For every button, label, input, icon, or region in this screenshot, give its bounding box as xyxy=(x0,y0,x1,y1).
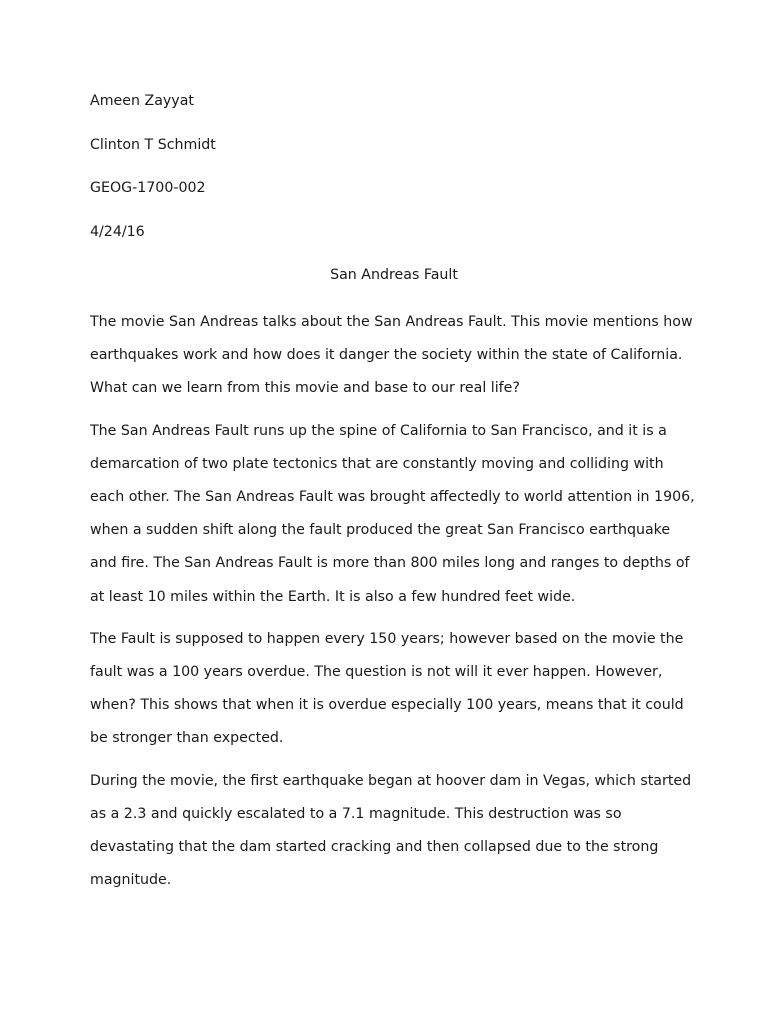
student-name: Ameen Zayyat xyxy=(90,93,194,109)
paragraph-overdue: The Fault is supposed to happen every 150 years; however based on the movie the fault was a 100 years overdue. The question is not will it ever happen. However, when? This shows that when it is overdue especially 100 years, means that it could be stronger than expected. xyxy=(90,630,684,747)
course-code: GEOG-1700-002 xyxy=(90,180,206,196)
paragraph-hoover-dam: During the movie, the first earthquake began at hoover dam in Vegas, which started as a 2.3 and quickly escalated to a 7.1 magnitude. This destruction was so devastating that the dam started cracking and then collapsed due to the strong magnitude. xyxy=(90,772,692,889)
paragraph-intro: The movie San Andreas talks about the San Andreas Fault. This movie mentions how earthquakes work and how does it danger the society within the state of California. What can we learn from this movie and base to our real life? xyxy=(90,314,693,397)
document-title: San Andreas Fault xyxy=(330,267,458,283)
instructor-name: Clinton T Schmidt xyxy=(90,136,216,153)
document-date: 4/24/16 xyxy=(90,223,145,240)
paragraph-fault-description: The San Andreas Fault runs up the spine of California to San Francisco, and it is a demarcation of two plate tectonics that are constantly moving and colliding with each other. The San Andreas Fault was brought affectedly to world attention in 1906, when a sudden shift along the fault produced the great San Francisco earthquake and fire. The San Andreas Fault is more than 800 miles long and ranges to depths of at least 10 miles within the Earth. It is also a few hundred feet wide. xyxy=(90,422,695,605)
